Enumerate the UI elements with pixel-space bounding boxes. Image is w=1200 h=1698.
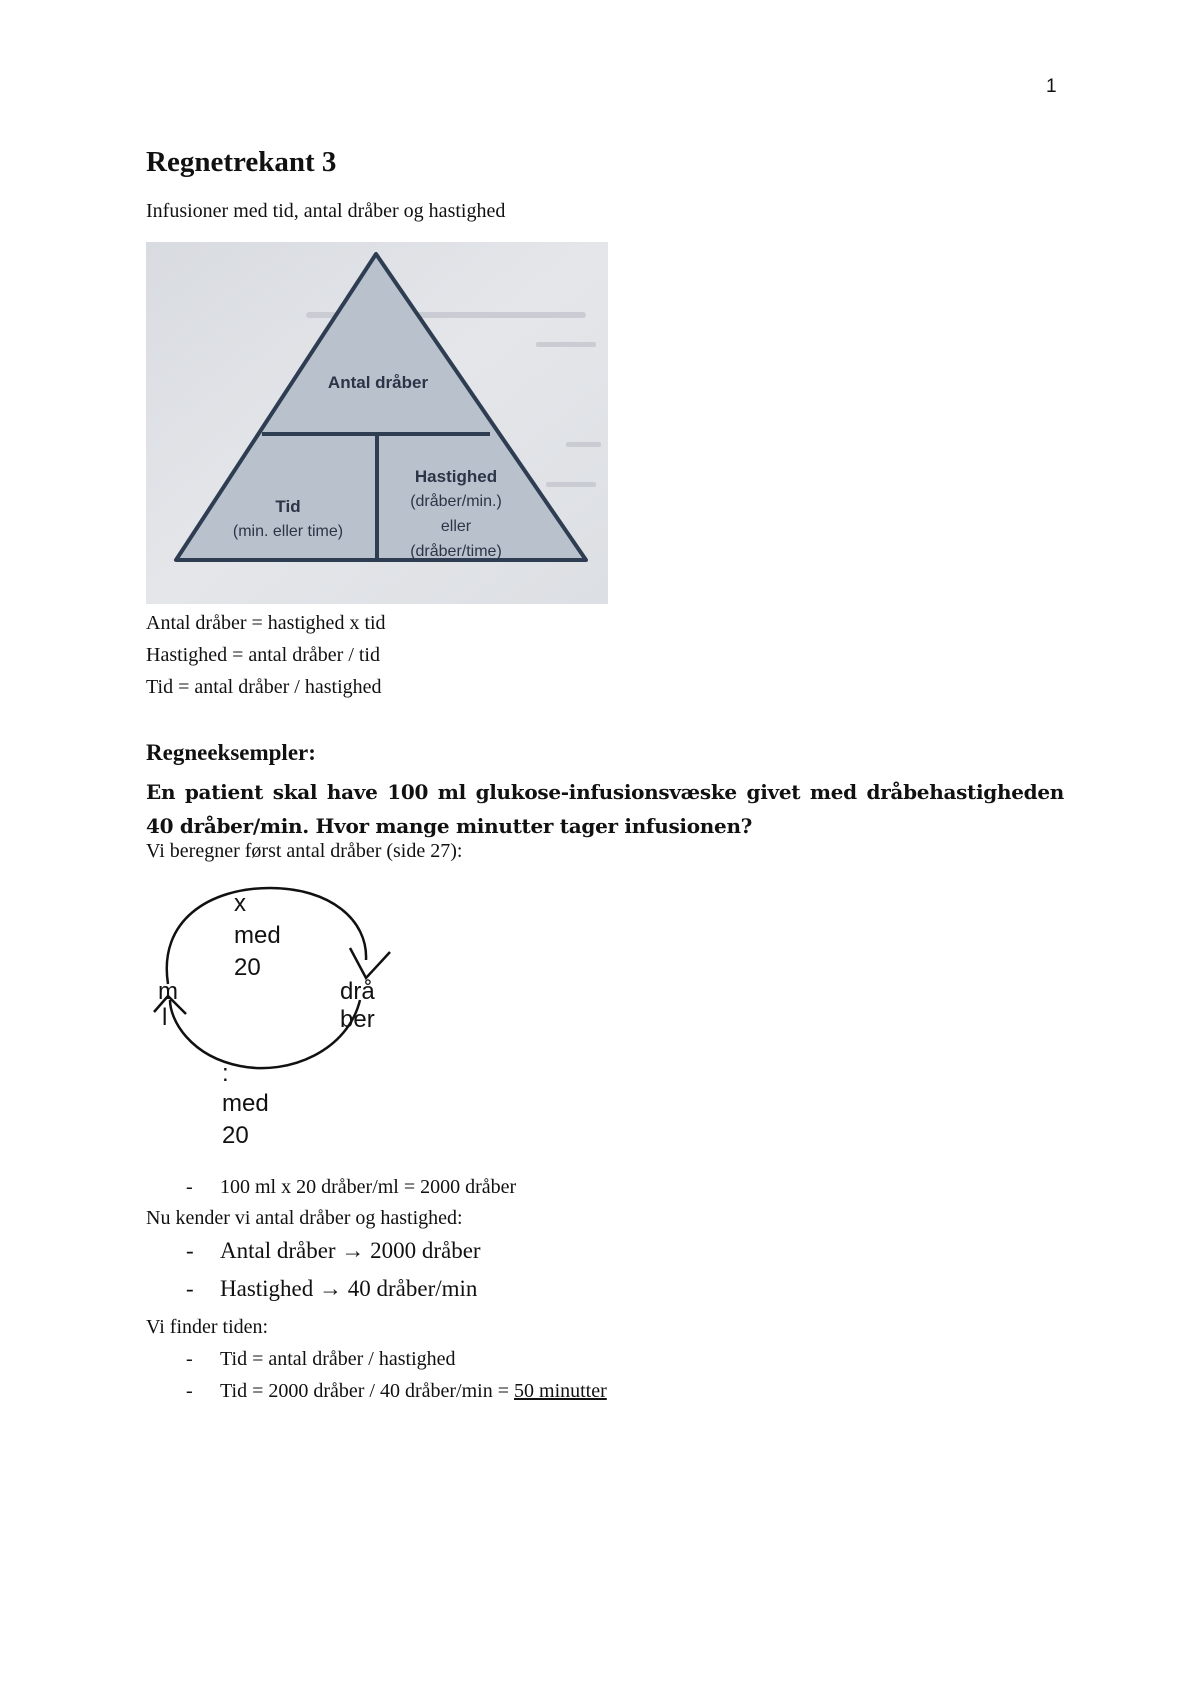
- bullet-dash: -: [186, 1348, 193, 1370]
- known-item-hastighed-text: Hastighed → 40 dråber/min: [220, 1276, 478, 1301]
- formula-hastighed: Hastighed = antal dråber / tid: [146, 644, 380, 666]
- page-subtitle: Infusioner med tid, antal dråber og hastighed: [146, 200, 506, 222]
- formula-tid: Tid = antal dråber / hastighed: [146, 676, 382, 698]
- cycle-right-line1: drå: [340, 978, 375, 1005]
- triangle-right-line2: eller: [440, 518, 472, 535]
- triangle-right-line3: (dråber/time): [410, 543, 502, 560]
- known-intro: Nu kender vi antal dråber og hastighed:: [146, 1207, 463, 1229]
- bullet-dash: -: [186, 1238, 194, 1263]
- triangle-right-line1: (dråber/min.): [410, 493, 502, 510]
- find-result: [186, 1380, 607, 1403]
- cycle-bottom-line1: :: [222, 1060, 229, 1087]
- calc-text: 100 ml x 20 dråber/ml = 2000 dråber: [220, 1176, 517, 1198]
- bullet-dash: -: [186, 1380, 193, 1402]
- triangle-left-label: Tid: [275, 497, 301, 516]
- section-heading: Regneeksempler:: [146, 740, 316, 765]
- calc-bullet: [186, 1176, 516, 1199]
- cycle-top-line2: med: [234, 922, 281, 949]
- find-result-answer: 50 minutter: [514, 1380, 607, 1402]
- cycle-bottom-line2: med: [222, 1090, 269, 1117]
- find-intro: Vi finder tiden:: [146, 1316, 269, 1338]
- bullet-dash: -: [186, 1276, 194, 1301]
- triangle-photo: [146, 242, 608, 604]
- cycle-right-line2: ber: [340, 1006, 375, 1033]
- conversion-cycle-diagram: [150, 880, 410, 1160]
- known-item-antal: [186, 1238, 481, 1264]
- page-number: 1: [1046, 76, 1057, 97]
- step1-text: Vi beregner først antal dråber (side 27):: [146, 840, 463, 862]
- cycle-top-line1: x: [234, 890, 246, 917]
- find-formula: [186, 1348, 456, 1371]
- triangle-right-label: Hastighed: [414, 467, 498, 486]
- known-item-hastighed: [186, 1276, 477, 1302]
- formula-antal-draaber: Antal dråber = hastighed x tid: [146, 612, 386, 634]
- find-result-prefix: Tid = 2000 dråber / 40 dråber/min =: [220, 1380, 515, 1402]
- bottom-arrow-curve: [170, 1000, 360, 1068]
- triangle-top-label: Antal dråber: [327, 373, 429, 392]
- top-arrow-head: [350, 948, 390, 978]
- cycle-left-line2: l: [162, 1004, 168, 1031]
- triangle-left-sublabel: (min. eller time): [232, 523, 344, 540]
- bullet-dash: -: [186, 1176, 193, 1198]
- cycle-bottom-line3: 20: [222, 1122, 249, 1149]
- example-question: En patient skal have 100 ml glukose-infusionsvæske givet med dråbehastigheden 40 dråber/min. Hvor mange minutter tager infusionen?: [146, 780, 1064, 838]
- cycle-top-line3: 20: [234, 954, 261, 981]
- page-title: Regnetrekant 3: [146, 146, 337, 178]
- cycle-left-line1: m: [158, 978, 178, 1005]
- known-item-antal-text: Antal dråber → 2000 dråber: [220, 1238, 481, 1263]
- find-formula-text: Tid = antal dråber / hastighed: [220, 1348, 456, 1370]
